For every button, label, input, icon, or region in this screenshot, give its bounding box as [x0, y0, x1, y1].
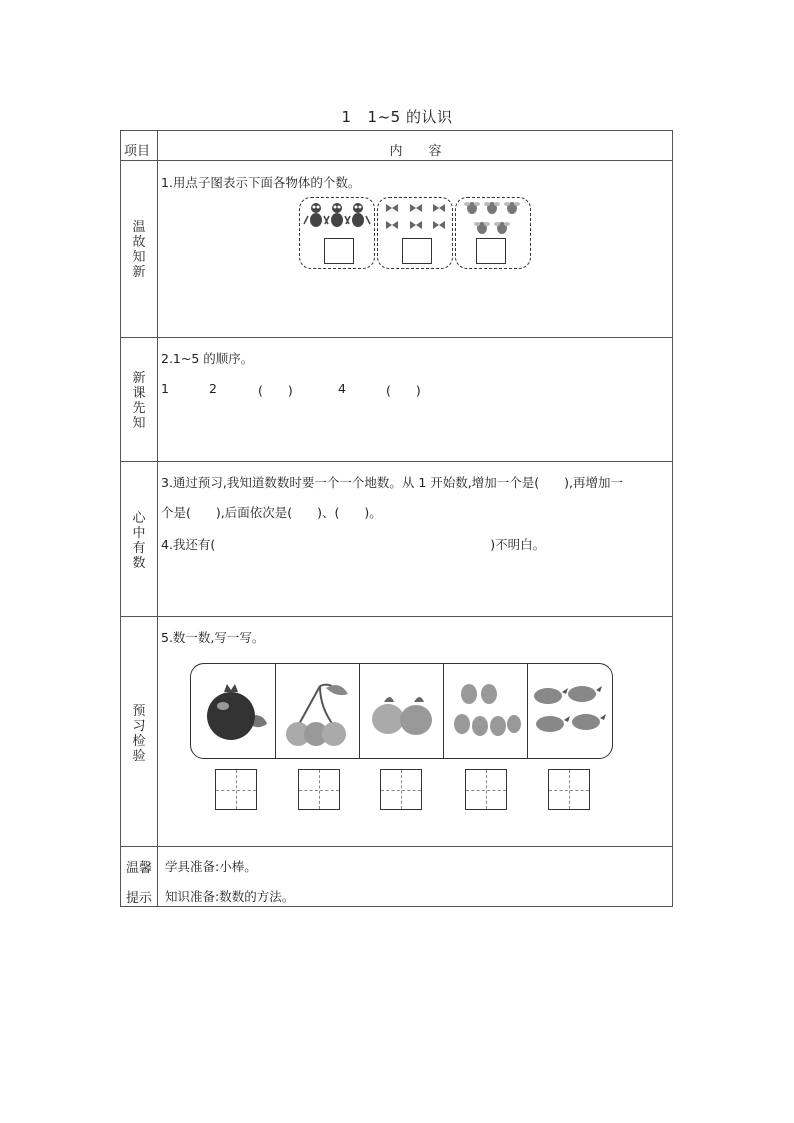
fruit-panel	[190, 663, 613, 759]
writing-box[interactable]	[215, 769, 257, 810]
writing-box[interactable]	[380, 769, 422, 810]
answer-box-butterflies[interactable]	[402, 238, 432, 264]
tips-label-2: 提示	[125, 891, 152, 906]
question-3-line1: 3.通过预习,我知道数数时要一个一个地数。从 1 开始数,增加一个是( ),再增加一	[161, 475, 624, 490]
section-label-check: 预习检验	[132, 704, 146, 764]
butterfly-group	[377, 197, 453, 269]
fruit-cell	[275, 664, 360, 758]
fruit-cell	[527, 664, 613, 758]
sequence-blank[interactable]: ( )	[258, 383, 293, 398]
section-label-new: 新课先知	[132, 371, 146, 431]
fruit-cell	[443, 664, 528, 758]
ants-icon	[300, 198, 376, 238]
writing-box[interactable]	[298, 769, 340, 810]
pears-icon	[444, 664, 528, 758]
answer-box-bees[interactable]	[476, 238, 506, 264]
section-label-review: 温故知新	[132, 220, 146, 280]
sequence-item: 2	[209, 381, 217, 396]
question-1: 1.用点子图表示下面各物体的个数。	[161, 175, 361, 190]
sequence-blank[interactable]: ( )	[386, 383, 421, 398]
title-text: 1~5 的认识	[367, 108, 453, 126]
bees-icon	[456, 198, 532, 238]
ant-group	[299, 197, 375, 269]
row-divider	[121, 846, 672, 847]
cherries-icon	[276, 664, 360, 758]
writing-box[interactable]	[465, 769, 507, 810]
writing-box[interactable]	[548, 769, 590, 810]
sequence-item: 1	[161, 381, 169, 396]
peaches-icon	[360, 664, 444, 758]
fruit-cell	[359, 664, 444, 758]
worksheet-table	[120, 130, 673, 907]
header-project: 项目	[124, 144, 151, 159]
answer-box-ants[interactable]	[324, 238, 354, 264]
pomegranate-icon	[191, 664, 275, 758]
question-5: 5.数一数,写一写。	[161, 630, 265, 645]
page-title	[0, 106, 794, 127]
mangoes-icon	[528, 664, 613, 758]
question-3-line2: 个是( ),后面依次是( )、( )。	[161, 505, 382, 520]
question-2: 2.1~5 的顺序。	[161, 351, 254, 366]
question-4: 4.我还有( )不明白。	[161, 537, 546, 552]
tips-label-1: 温馨	[125, 861, 152, 876]
fruit-cell	[191, 664, 275, 758]
tip-tools: 学具准备:小棒。	[165, 859, 257, 874]
sequence-item: 4	[338, 381, 346, 396]
butterflies-icon	[378, 198, 454, 238]
row-divider	[121, 461, 672, 462]
row-divider	[121, 337, 672, 338]
title-number: 1	[341, 108, 352, 126]
bee-group	[455, 197, 531, 269]
tip-knowledge: 知识准备:数数的方法。	[165, 889, 295, 904]
column-divider	[157, 131, 158, 906]
row-divider	[121, 616, 672, 617]
section-label-mind: 心中有数	[132, 511, 146, 571]
header-content: 内 容	[389, 144, 442, 159]
row-divider	[121, 160, 672, 161]
